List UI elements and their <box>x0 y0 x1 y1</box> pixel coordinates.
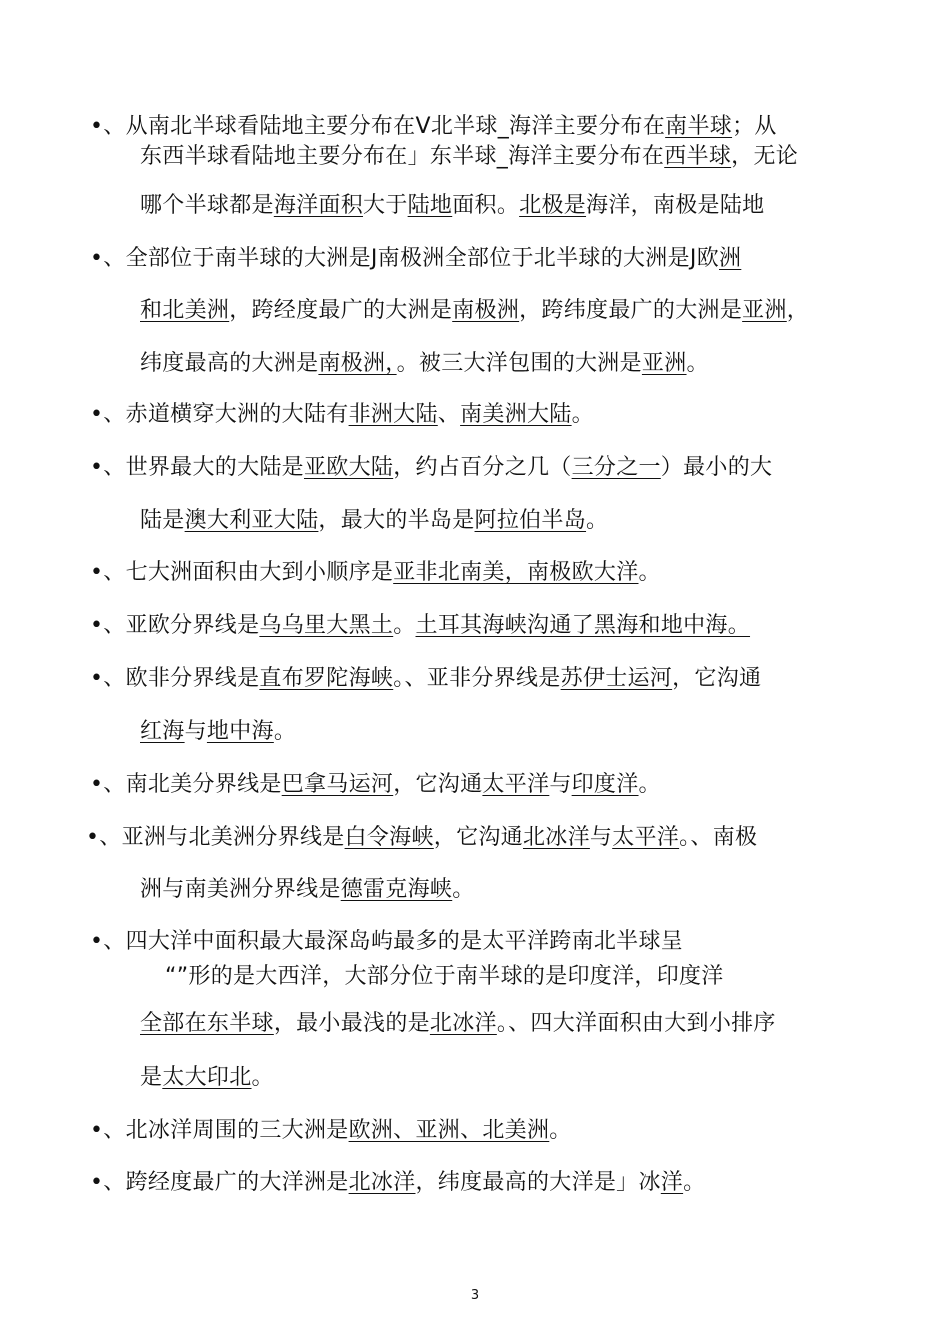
underlined-answer: 欧洲、亚洲、北美洲 <box>348 1118 550 1143</box>
underlined-answer: 太平洋 <box>612 825 680 850</box>
text-segment: 。 <box>638 772 661 797</box>
text-segment: 。 <box>683 1170 706 1195</box>
underlined-answer: 苏伊士运河 <box>560 666 673 691</box>
list-item-continuation <box>140 191 764 221</box>
underlined-answer: 北冰洋 <box>522 825 590 850</box>
list-item-continuation <box>140 142 798 172</box>
underlined-answer: 北冰洋 <box>348 1170 416 1195</box>
underlined-answer: 南极洲， <box>318 351 397 376</box>
text-segment: •、欧非分界线是 <box>90 666 260 691</box>
text-segment: 海洋主要分布在 <box>508 144 665 169</box>
text-segment: 。 <box>686 351 709 376</box>
underlined-answer: 印度洋 <box>571 772 639 797</box>
text-segment: 。 <box>273 719 297 744</box>
underlined-answer: 太大印北 <box>162 1065 252 1090</box>
text-segment: 。 <box>571 402 594 427</box>
list-item <box>90 664 761 694</box>
text-segment: ，约占百分之几（ <box>393 455 572 480</box>
text-segment: 与 <box>184 719 207 744</box>
list-item <box>90 558 661 588</box>
text-segment: •、四大洋中面积最大最深岛屿最多的是太平洋跨南北半球呈 <box>90 929 684 954</box>
text-segment: •、七大洲面积由大到小顺序是 <box>90 560 394 585</box>
text-segment: 。、亚非分界线是 <box>393 666 561 691</box>
text-segment: ，它沟通 <box>433 825 523 850</box>
underlined-answer: 土耳其海峡沟通了黑海和地中海。 <box>415 613 751 638</box>
text-segment: 。 <box>586 508 609 533</box>
underlined-answer: 德雷克海峡 <box>340 877 453 902</box>
text-segment: •、全部位于南半球的大洲是 <box>90 246 371 271</box>
text-segment: 与 <box>549 772 572 797</box>
text-segment: •、跨经度最广的大洋洲是 <box>90 1170 349 1195</box>
text-segment: 大于 <box>363 193 408 218</box>
text-segment: 是 <box>140 1065 163 1090</box>
text-segment: 东西半球看陆地主要分布在 <box>140 144 408 169</box>
text-segment: •、亚欧分界线是 <box>90 613 260 638</box>
underlined-answer: 直布罗陀海峡 <box>259 666 394 691</box>
underlined-answer: 北极是 <box>519 193 587 218</box>
underlined-answer: 红海 <box>140 719 185 744</box>
underlined-answer: 亚非北南美，南极欧大洋 <box>393 560 639 585</box>
text-segment: 。、南极 <box>679 825 758 850</box>
underlined-answer: 南半球 <box>665 114 733 139</box>
list-item-continuation <box>140 296 809 326</box>
list-item-continuation <box>165 962 724 992</box>
list-item <box>90 112 777 142</box>
underlined-answer: 三分之一 <box>571 455 661 480</box>
text-segment: 。被三大洋包围的大洲是 <box>396 351 642 376</box>
list-item-continuation <box>140 349 709 379</box>
underlined-answer: 阿拉伯半岛 <box>474 508 587 533</box>
text-segment: 、 <box>437 402 461 427</box>
list-item-continuation <box>140 875 475 905</box>
text-segment: ， <box>786 298 810 323</box>
text-segment: ，最小最浅的是 <box>273 1011 430 1036</box>
underlined-answer: 全部在东半球 <box>140 1011 274 1036</box>
underlined-answer: 海洋面积 <box>273 193 364 218</box>
underlined-answer: 乌乌里大黑土 <box>259 613 394 638</box>
text-segment: 与 <box>589 825 613 850</box>
text-segment: ，纬度最高的大洋是」冰 <box>415 1170 661 1195</box>
text-segment: 陆是 <box>140 508 185 533</box>
text-segment: •、赤道横穿大洲的大陆有 <box>90 402 349 427</box>
text-segment: 。 <box>452 877 475 902</box>
underlined-answer: 巴拿马运河 <box>281 772 394 797</box>
text-segment: ；从 <box>732 114 777 139</box>
text-segment: ，跨纬度最广的大洲是 <box>519 298 743 323</box>
underlined-answer: 亚欧大陆 <box>303 455 394 480</box>
list-item <box>90 453 772 483</box>
text-segment: 。 <box>393 613 416 638</box>
list-item-continuation <box>140 1009 776 1039</box>
underlined-answer: 太平洋 <box>482 772 550 797</box>
text-segment: 。 <box>549 1118 572 1143</box>
list-item <box>90 1116 572 1146</box>
text-segment: 。 <box>251 1065 274 1090</box>
underlined-answer: 白令海峡 <box>344 825 434 850</box>
underlined-answer: 西半球 <box>664 144 732 169</box>
text-segment: 全部位于北半球的大洲是 <box>444 246 690 271</box>
text-segment: •、南北美分界线是 <box>90 772 282 797</box>
text-segment: J南极洲 <box>370 246 445 271</box>
text-segment: •、世界最大的大陆是 <box>90 455 304 480</box>
list-item <box>90 1168 705 1198</box>
text-segment: 」东半球_ <box>407 144 509 169</box>
underlined-answer: 洋 <box>660 1170 684 1195</box>
underlined-answer: 亚洲 <box>641 351 687 376</box>
underlined-answer: 非洲大陆 <box>348 402 438 427</box>
underlined-answer: 南美洲大陆 <box>460 402 572 427</box>
underlined-answer: 南极洲 <box>452 298 520 323</box>
text-segment: ）最小的大 <box>660 455 773 480</box>
list-item <box>86 823 757 853</box>
list-item <box>90 400 594 430</box>
underlined-answer: 亚洲 <box>742 298 787 323</box>
list-item-continuation <box>140 506 608 536</box>
underlined-answer: 澳大利亚大陆 <box>184 508 319 533</box>
text-segment: 海洋，南极是陆地 <box>586 193 765 218</box>
underlined-answer: 陆地 <box>407 193 453 218</box>
text-segment: Ⅴ北半球_ <box>415 114 510 139</box>
underlined-answer: 地中海 <box>206 719 274 744</box>
text-segment: “”形的是大西洋，大部分位于南半球的是印度洋，印度洋 <box>165 964 724 989</box>
list-item-continuation <box>140 717 296 747</box>
text-segment: •、北冰洋周围的三大洲是 <box>90 1118 349 1143</box>
text-segment: 。、四大洋面积由大到小排序 <box>496 1011 776 1036</box>
text-segment: 哪个半球都是 <box>140 193 274 218</box>
page-number: 3 <box>470 1288 480 1303</box>
text-segment: ，它沟通 <box>393 772 483 797</box>
underlined-answer: 洲 <box>719 246 742 271</box>
text-segment: J欧 <box>689 246 719 271</box>
list-item <box>90 770 661 800</box>
text-segment: ，最大的半岛是 <box>318 508 475 533</box>
list-item-continuation <box>140 1063 274 1093</box>
text-segment: 海洋主要分布在 <box>509 114 666 139</box>
text-segment: •、亚洲与北美洲分界线是 <box>86 825 345 850</box>
text-segment: 洲与南美洲分界线是 <box>140 877 341 902</box>
list-item <box>90 611 750 641</box>
text-segment: ，无论 <box>731 144 799 169</box>
underlined-answer: 北冰洋 <box>429 1011 497 1036</box>
text-segment: 。 <box>638 560 661 585</box>
text-segment: 面积。 <box>452 193 520 218</box>
text-segment: ，它沟通 <box>672 666 762 691</box>
list-item <box>90 244 741 274</box>
text-segment: ，跨经度最广的大洲是 <box>229 298 453 323</box>
underlined-answer: 和北美洲 <box>140 298 230 323</box>
list-item <box>90 927 683 957</box>
text-segment: 纬度最高的大洲是 <box>140 351 319 376</box>
text-segment: •、从南北半球看陆地主要分布在 <box>90 114 416 139</box>
